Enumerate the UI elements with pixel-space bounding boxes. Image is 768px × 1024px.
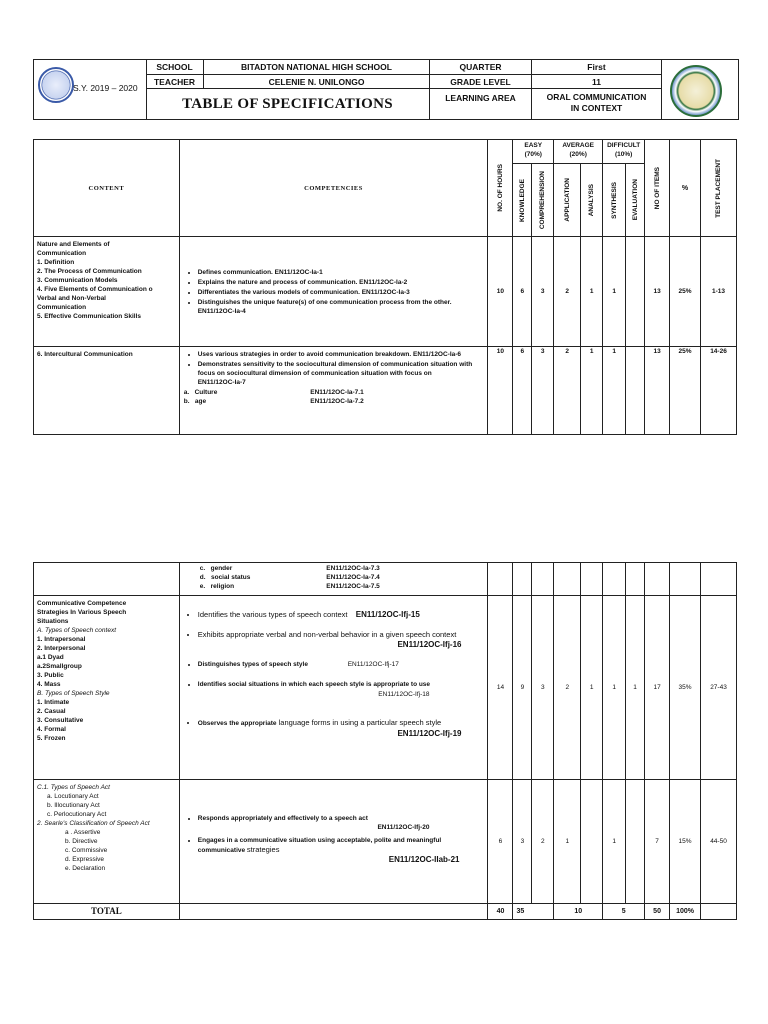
row5-comprehension: 2 xyxy=(532,780,554,904)
placement-header: TEST PLACEMENT xyxy=(701,140,737,237)
sub-item: a. Culture EN11/12OC-Ia-7.1 xyxy=(183,389,364,396)
row4-content: Communicative Competence Strategies In Various Speech Situations A. Types of Speech context 1. Intrapersonal 2. Interpersonal a.1 Dyad a.2Smallgroup 3. Public 4. Mass B. Types of Speech Style 1. Intimate 2. Casual 3. Consultative 4. Formal 5. Frozen xyxy=(34,596,180,780)
logo-cell xyxy=(34,60,147,119)
row2-evaluation xyxy=(626,347,645,435)
row5-competencies xyxy=(179,780,488,904)
school-value: BITADTON NATIONAL HIGH SCHOOL xyxy=(204,60,430,75)
items-header: NO OF ITEMS xyxy=(645,140,670,237)
row1-items: 13 xyxy=(645,237,670,347)
row2-hours: 10 xyxy=(488,347,513,435)
average-header: AVERAGE (20%) xyxy=(554,140,603,164)
header-box xyxy=(33,59,739,120)
sub-item: d. social status EN11/12OC-Ia-7.4 xyxy=(199,574,380,581)
row2-pct: 25% xyxy=(670,347,701,435)
row5-knowledge: 3 xyxy=(513,780,532,904)
evaluation-header: EVALUATION xyxy=(626,164,645,237)
table-row xyxy=(34,596,737,780)
row4-competencies xyxy=(179,596,488,780)
easy-header: EASY (70%) xyxy=(513,140,554,164)
table-row xyxy=(34,237,737,347)
table-row xyxy=(34,780,737,904)
row2-application: 2 xyxy=(554,347,581,435)
row5-evaluation xyxy=(626,780,645,904)
row5-application: 1 xyxy=(554,780,581,904)
competency-item: • Identifies social situations in which each speech style is appropriate to use EN11/12OC-Ifj-18 xyxy=(198,680,482,700)
row1-knowledge: 6 xyxy=(513,237,532,347)
sub-item: c. gender EN11/12OC-Ia-7.3 xyxy=(199,565,380,572)
comprehension-header: COMPREHENSION xyxy=(532,164,554,237)
teacher-value: CELENIE N. UNILONGO xyxy=(204,75,430,89)
competency-item: • Explains the nature and process of communication. EN11/12OC-Ia-2 xyxy=(198,278,482,287)
row4-application: 2 xyxy=(554,596,581,780)
analysis-header: ANALYSIS xyxy=(581,164,603,237)
row4-evaluation: 1 xyxy=(626,596,645,780)
row2-knowledge: 6 xyxy=(513,347,532,435)
row1-hours: 10 xyxy=(488,237,513,347)
total-items: 50 xyxy=(645,904,670,920)
total-label: TOTAL xyxy=(34,904,180,920)
competencies-header: COMPETENCIES xyxy=(179,140,488,237)
row1-competencies xyxy=(179,237,488,347)
row1-comprehension: 3 xyxy=(532,237,554,347)
row4-analysis: 1 xyxy=(581,596,603,780)
row1-analysis: 1 xyxy=(581,237,603,347)
competency-item: • Defines communication. EN11/12OC-Ia-1 xyxy=(198,268,482,277)
table-row xyxy=(34,347,737,435)
learning-area-label: LEARNING AREA xyxy=(430,89,532,119)
row5-items: 7 xyxy=(645,780,670,904)
competency-item: • Distinguishes types of speech style EN11/12OC-Ifj-17 xyxy=(198,660,482,670)
row2-competencies xyxy=(179,347,488,435)
competency-item: • Observes the appropriate language forms in using a particular speech style EN11/12OC-Ifj-19 xyxy=(198,718,482,739)
grade-value: 11 xyxy=(532,75,662,89)
row1-pct: 25% xyxy=(670,237,701,347)
row5-analysis xyxy=(581,780,603,904)
row5-placement: 44-50 xyxy=(701,780,737,904)
deped-seal-icon xyxy=(38,67,74,103)
quarter-value: First xyxy=(532,60,662,75)
pct-header: % xyxy=(670,140,701,237)
total-easy: 35 xyxy=(513,904,554,920)
grade-label: GRADE LEVEL xyxy=(430,75,532,89)
competency-item: • Demonstrates sensitivity to the sociocultural dimension of communication situation with focus on sociocultural dimension of communication situation with focus on EN11/12OC-Ia-7 xyxy=(198,360,482,387)
row4-synthesis: 1 xyxy=(603,596,626,780)
competency-item: • Responds appropriately and effectively to a speech act EN11/12OC-Ifj-20 xyxy=(198,814,482,832)
learning-area-line-2: IN CONTEXT xyxy=(570,103,623,113)
competency-item: • Identifies the various types of speech context EN11/12OC-Ifj-15 xyxy=(198,610,482,620)
row1-content: Nature and Elements of Communication 1. Definition 2. The Process of Communication 3. Communication Models 4. Five Elements of Communication o Verbal and Non-Verbal Communication 5. Effective Communication Skills xyxy=(34,237,180,347)
row2-items: 13 xyxy=(645,347,670,435)
sub-item: e. religion EN11/12OC-Ia-7.5 xyxy=(199,583,380,590)
total-pct: 100% xyxy=(670,904,701,920)
difficult-header: DIFFICULT (10%) xyxy=(603,140,645,164)
row4-items: 17 xyxy=(645,596,670,780)
application-header: APPLICATION xyxy=(554,164,581,237)
teacher-label: TEACHER xyxy=(146,75,204,89)
learning-area-value xyxy=(532,89,662,119)
row5-hours: 6 xyxy=(488,780,513,904)
row2-comprehension: 3 xyxy=(532,347,554,435)
row2-synthesis: 1 xyxy=(603,347,626,435)
row5-pct: 15% xyxy=(670,780,701,904)
page-title: TABLE OF SPECIFICATIONS xyxy=(146,89,430,119)
synthesis-header: SYNTHESIS xyxy=(603,164,626,237)
knowledge-header: KNOWLEDGE xyxy=(513,164,532,237)
competency-item: • Uses various strategies in order to avoid communication breakdown. EN11/12OC-Ia-6 xyxy=(198,350,482,359)
sub-item: b. age EN11/12OC-Ia-7.2 xyxy=(183,398,364,405)
content-header: CONTENT xyxy=(34,140,180,237)
row1-placement: 1-13 xyxy=(701,237,737,347)
row4-pct: 35% xyxy=(670,596,701,780)
row2-placement: 14-26 xyxy=(701,347,737,435)
row5-content: C.1. Types of Speech Act a. Locutionary Act b. Illocutionary Act c. Perlocutionary Act 2. Searle's Classification of Speech Act a . Assertive b. Directive c. Commissive d. Expressive e. Declaration xyxy=(34,780,180,904)
hours-header: NO. OF HOURS xyxy=(488,140,513,237)
row4-knowledge: 9 xyxy=(513,596,532,780)
competency-item: • Distinguishes the unique feature(s) of one communication process from the other. EN11/12OC-Ia-4 xyxy=(198,298,482,316)
row3-content xyxy=(34,563,180,596)
row4-comprehension: 3 xyxy=(532,596,554,780)
row2-analysis: 1 xyxy=(581,347,603,435)
row4-hours: 14 xyxy=(488,596,513,780)
total-average: 10 xyxy=(554,904,603,920)
school-label: SCHOOL xyxy=(146,60,204,75)
row4-placement: 27-43 xyxy=(701,596,737,780)
row3-competencies xyxy=(179,563,488,596)
row5-synthesis: 1 xyxy=(603,780,626,904)
total-hours: 40 xyxy=(488,904,513,920)
competency-item: • Engages in a communicative situation using acceptable, polite and meaningful communicative strategies EN11/12OC-IIab-21 xyxy=(198,836,482,864)
school-seal-cell xyxy=(662,60,738,119)
competency-item: • Exhibits appropriate verbal and non-verbal behavior in a given speech context EN11/12OC-Ifj-16 xyxy=(198,630,482,650)
row1-evaluation xyxy=(626,237,645,347)
row2-content: 6. Intercultural Communication xyxy=(34,347,180,435)
competency-item: • Differentiates the various models of communication. EN11/12OC-Ia-3 xyxy=(198,288,482,297)
row1-synthesis: 1 xyxy=(603,237,626,347)
school-year: S.Y. 2019 – 2020 xyxy=(73,83,138,93)
learning-area-line-1: ORAL COMMUNICATION xyxy=(546,92,647,102)
tos-table-2 xyxy=(33,562,737,920)
school-seal-icon xyxy=(670,65,722,117)
quarter-label: QUARTER xyxy=(430,60,532,75)
total-difficult: 5 xyxy=(603,904,645,920)
tos-table-1 xyxy=(33,139,737,435)
total-row xyxy=(34,904,737,920)
row1-application: 2 xyxy=(554,237,581,347)
table-row xyxy=(34,563,737,596)
